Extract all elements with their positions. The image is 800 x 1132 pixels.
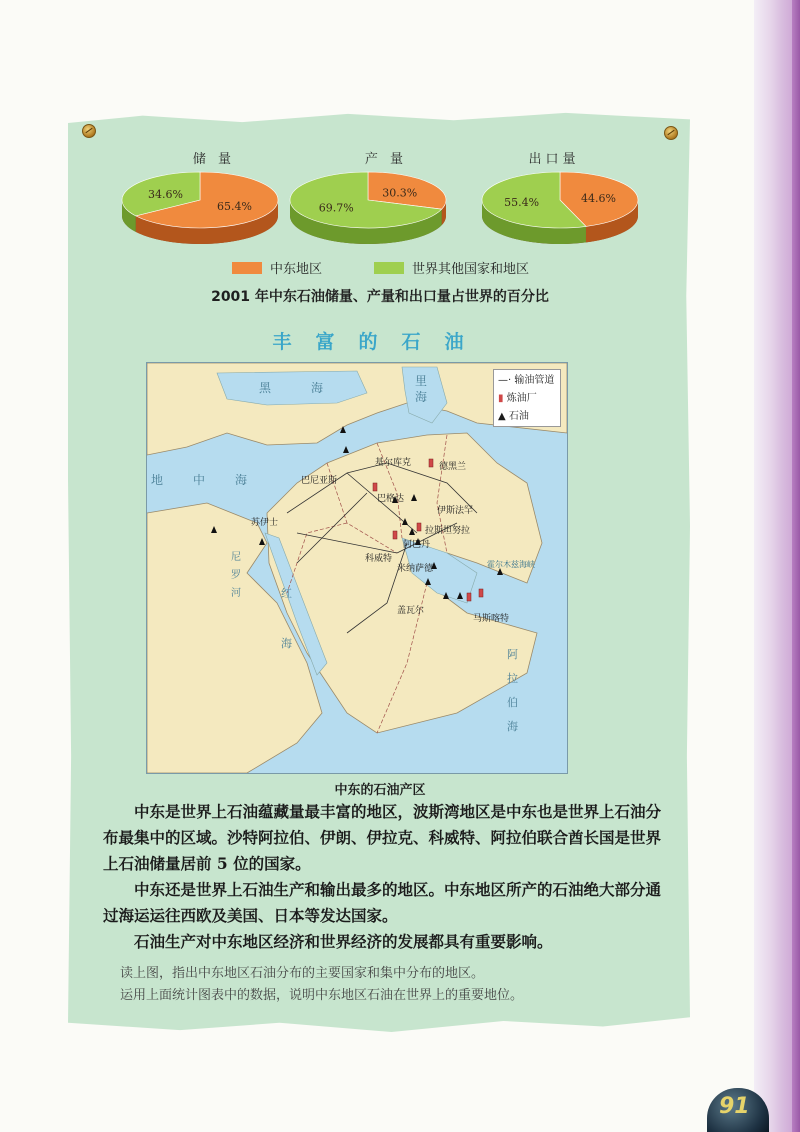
- legend-label-rest-of-world: 世界其他国家和地区: [412, 262, 530, 277]
- section-title: 丰富的石油: [272, 331, 488, 353]
- map-label-ras-tanura: 拉斯坦努拉: [425, 526, 471, 536]
- map-label-nile: 尼 罗 河: [231, 552, 241, 599]
- map-legend-oil: [498, 408, 556, 426]
- pie-title-reserves: 储 量: [192, 152, 236, 167]
- refinery-icon: ▮: [498, 393, 504, 404]
- page-number: 91: [719, 1094, 750, 1119]
- paragraph-1: 中东是世界上石油蕴藏量最丰富的地区，波斯湾地区是中东也是世界上石油分布最集中的区域。沙特阿拉伯、伊朗、伊拉克、科威特、阿拉伯联合酋长国是世界上石油储量居前 5 位的国家。: [103, 802, 662, 873]
- map-label-strait: 霍尔木兹海峡: [487, 560, 535, 569]
- oil-well-icon: ▲: [498, 411, 506, 422]
- map-legend: [493, 369, 561, 427]
- pie-title-export: 出口量: [528, 152, 580, 167]
- map-label-black-sea: 黑海: [259, 381, 364, 395]
- page-edge-shadow: [792, 0, 800, 1132]
- map-legend-refinery-label: 炼油厂: [506, 393, 537, 404]
- legend-label-middle-east: 中东地区: [270, 262, 323, 277]
- pie-chart-reserves: [118, 168, 286, 248]
- map-label-arabian-sea: 阿 拉 伯 海: [507, 648, 518, 733]
- map-label-tehran: 德黑兰: [439, 462, 467, 472]
- map-label-suez: 苏伊士: [251, 518, 279, 528]
- question-2: 运用上面统计图表中的数据，说明中东地区石油在世界上的重要地位。: [120, 988, 524, 1003]
- pie-label-rest-of-world: 34.6%: [147, 188, 183, 202]
- pin-left-icon: [82, 124, 96, 138]
- map-legend-pipeline: [498, 372, 556, 390]
- pie-label-middle-east: 30.3%: [382, 186, 418, 200]
- map-label-ghawar: 盖瓦尔: [397, 606, 425, 616]
- pie-label-middle-east: 65.4%: [217, 199, 253, 213]
- map-label-baniyas: 巴尼亚斯: [301, 476, 338, 486]
- legend-swatch-middle-east: [232, 262, 262, 274]
- pie-chart-export: [478, 168, 646, 248]
- legend-middle-east: [232, 258, 322, 277]
- map-label-muscat: 马斯喀特: [473, 614, 510, 624]
- map-label-caspian-sea: 里 海: [415, 374, 428, 404]
- map-label-isfahan: 伊斯法罕: [437, 506, 474, 516]
- legend-rest-of-world: [374, 258, 529, 277]
- pie-label-rest-of-world: 69.7%: [318, 201, 354, 215]
- map-legend-refinery: [498, 390, 556, 408]
- pie-chart-production: [286, 168, 454, 248]
- legend-swatch-rest-of-world: [374, 262, 404, 274]
- map-label-kirkuk: 基尔库克: [375, 458, 412, 468]
- map-label-red-sea: 红 海: [281, 587, 292, 650]
- pipeline-icon: —·: [498, 375, 512, 386]
- map-legend-pipeline-label: 输油管道: [514, 375, 555, 386]
- map-label-kuwait: 科威特: [365, 554, 393, 564]
- map-caption: 中东的石油产区: [334, 783, 426, 798]
- middle-east-oil-map: [146, 362, 568, 774]
- pin-right-icon: [664, 126, 678, 140]
- pie-label-rest-of-world: 55.4%: [504, 196, 540, 210]
- question-1: 读上图，指出中东地区石油分布的主要国家和集中分布的地区。: [120, 966, 485, 981]
- pie-label-middle-east: 44.6%: [580, 191, 616, 205]
- map-label-mediterranean: 地中海: [151, 473, 278, 487]
- paragraph-2: 中东还是世界上石油生产和输出最多的地区。中东地区所产的石油绝大部分通过海运运往西欧及美国、日本等发达国家。: [103, 880, 662, 925]
- map-label-baghdad: 巴格达: [377, 494, 405, 504]
- map-label-abadan: 阿巴丹: [403, 540, 431, 550]
- paragraph-3: 石油生产对中东地区经济和世界经济的发展都具有重要影响。: [134, 932, 553, 951]
- map-legend-oil-label: 石油: [508, 411, 529, 422]
- map-label-mina-saud: 米纳萨德: [397, 564, 434, 574]
- chart-caption: 2001 年中东石油储量、产量和出口量占世界的百分比: [211, 289, 549, 305]
- pie-title-production: 产 量: [364, 152, 408, 167]
